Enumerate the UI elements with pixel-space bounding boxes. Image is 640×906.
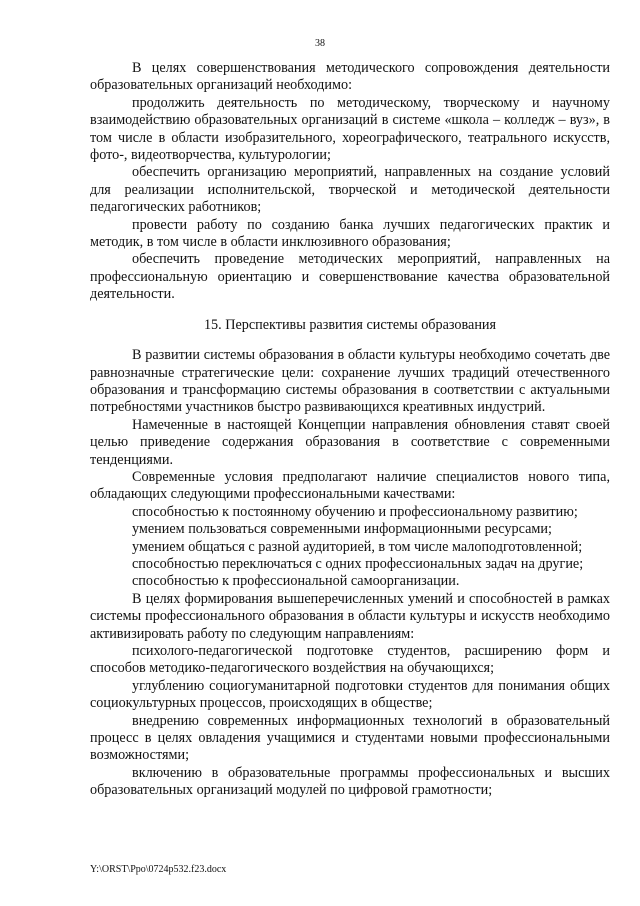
list-item: умением пользоваться современными информационными ресурсами; (132, 521, 552, 538)
paragraph: продолжить деятельность по методическому, творческому и научному взаимодействию образовательных организаций в системе «школа – колледж – вуз», в том числе в области изобразительного, хореографического, театрального искусств, фото-, видеотворчества, культурологии; (90, 94, 610, 164)
list-item: внедрению современных информационных технологий в образовательный процесс в целях овладения учащимися и студентами новыми профессиональными возможностями; (90, 712, 610, 764)
list-item: углублению социогуманитарной подготовки студентов для понимания общих социокультурных процессов, происходящих в обществе; (90, 677, 610, 712)
list-item: умением общаться с разной аудиторией, в том числе малоподготовленной; (132, 538, 583, 555)
paragraph: В целях совершенствования методического сопровождения деятельности образовательных организаций необходимо: (90, 60, 610, 94)
page-number: 38 (315, 38, 325, 49)
spacer (90, 334, 610, 347)
list-item: включению в образовательные программы профессиональных и высших образовательных организаций модулей по цифровой грамотности; (90, 764, 610, 799)
list-item: способностью к профессиональной самоорганизации. (132, 573, 460, 590)
spacer (90, 304, 610, 317)
section-heading: 15. Перспективы развития системы образования (203, 316, 497, 333)
document-body (90, 60, 610, 800)
paragraph: обеспечить проведение методических мероприятий, направленных на профессиональную ориентацию и совершенствование качества образовательной деятельности. (90, 251, 610, 303)
paragraph: В целях формирования вышеперечисленных умений и способностей в рамках системы профессионального образования в области культуры и искусств необходимо активизировать работу по следующим направлениям: (90, 590, 610, 642)
paragraph: В развитии системы образования в области культуры необходимо сочетать две равнозначные стратегические цели: сохранение лучших традиций отечественного образования и трансформацию системы образования в соответствии с актуальными потребностями участников быстро развивающихся креативных индустрий. (90, 347, 610, 416)
paragraph: Современные условия предполагают наличие специалистов нового типа, обладающих следующими профессиональными качествами: (90, 468, 610, 503)
paragraph: провести работу по созданию банка лучших педагогических практик и методик, в том числе в области инклюзивного образования; (90, 216, 610, 251)
list-item: способностью к постоянному обучению и профессиональному развитию; (132, 503, 578, 520)
paragraph: обеспечить организацию мероприятий, направленных на создание условий для реализации исполнительской, творческой и методической деятельности педагогических работников; (90, 164, 610, 216)
paragraph: Намеченные в настоящей Концепции направления обновления ставят своей целью приведение содержания образования в соответствие с современными тенденциями. (90, 416, 610, 468)
footer-file-path: Y:\ORST\Ppo\0724p532.f23.docx (90, 864, 227, 875)
list-item: психолого-педагогической подготовке студентов, расширению форм и способов методико-педагогического воздействия на обучающихся; (90, 643, 610, 677)
list-item: способностью переключаться с одних профессиональных задач на другие; (132, 555, 584, 572)
